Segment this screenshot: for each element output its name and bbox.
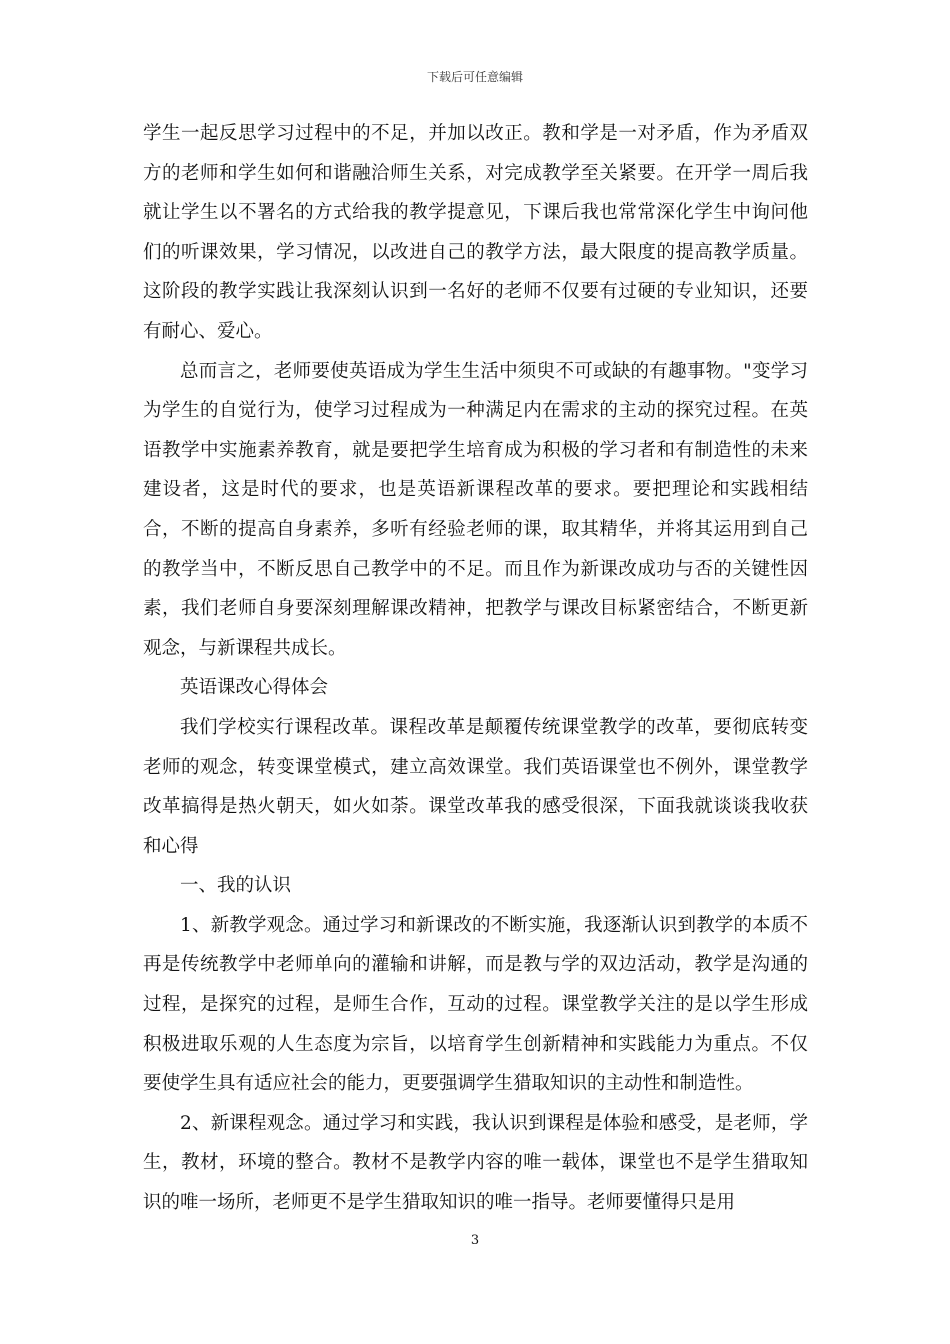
paragraph-point-1: 1、新教学观念。通过学习和新课改的不断实施，我逐渐认识到教学的本质不再是传统教学中老师单向的灌输和讲解，而是教与学的双边活动，教学是沟通的过程，是探究的过程，是师生合作，互动的过程。课堂教学关注的是以学生形成积极进取乐观的人生态度为宗旨，以培育学生创新精神和实践能力为重点。不仅要使学生具有适应社会的能力，更要强调学生猎取知识的主动性和制造性。 [143, 914, 808, 1095]
paragraph-summary: 总而言之，老师要使英语成为学生生活中须臾不可或缺的有趣事物。"变学习为学生的自觉行为，使学习过程成为一种满足内在需求的主动的探究过程。在英语教学中实施素养教育，就是要把学生培育成为积极的学习者和有制造性的未来建设者，这是时代的要求，也是英语新课程改革的要求。要把理论和实践相结合，不断的提高自身素养，多听有经验老师的课，取其精华，并将其运用到自己的教学当中，不断反思自己教学中的不足。而且作为新课改成功与否的关键性因素，我们老师自身要深刻理解课改精神，把教学与课改目标紧密结合，不断更新观念，与新课程共成长。 [143, 360, 808, 659]
paragraph-point-2: 2、新课程观念。通过学习和实践，我认识到课程是体验和感受，是老师，学生，教材，环境的整合。教材不是教学内容的唯一载体，课堂也不是学生猎取知识的唯一场所，老师更不是学生猎取知识的唯一指导。老师要懂得只是用 [143, 1112, 808, 1214]
paragraph-intro: 我们学校实行课程改革。课程改革是颠覆传统课堂教学的改革，要彻底转变老师的观念，转变课堂模式，建立高效课堂。我们英语课堂也不例外，课堂教学改革搞得是热火朝天，如火如荼。课堂改革我的感受很深，下面我就谈谈我收获和心得 [143, 716, 808, 857]
paragraph-continuation: 学生一起反思学习过程中的不足，并加以改正。教和学是一对矛盾，作为矛盾双方的老师和学生如何和谐融洽师生关系，对完成教学至关紧要。在开学一周后我就让学生以不署名的方式给我的教学提意见，下课后我也常常深化学生中询问他们的听课效果，学习情况，以改进自己的教学方法，最大限度的提高教学质量。这阶段的教学实践让我深刻认识到一名好的老师不仅要有过硬的专业知识，还要有耐心、爱心。 [143, 123, 808, 342]
document-body [143, 114, 808, 1223]
page-header: 下载后可任意编辑 [426, 70, 523, 84]
page-number: 3 [470, 1233, 480, 1248]
section-title: 英语课改心得体会 [180, 677, 329, 699]
subheading-my-understanding: 一、我的认识 [180, 875, 292, 897]
